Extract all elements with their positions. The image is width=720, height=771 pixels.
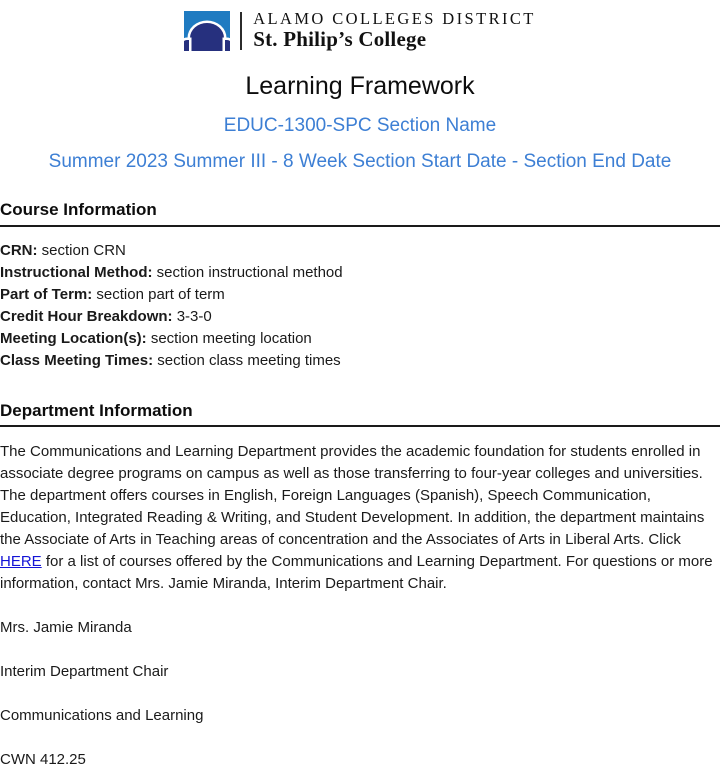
logo-lockup: [184, 10, 536, 52]
contact-role: Interim Department Chair: [0, 662, 169, 680]
info-label: Part of Term:: [0, 285, 93, 303]
info-label: Credit Hour Breakdown:: [0, 307, 173, 325]
contact-office: CWN 412.25: [0, 750, 86, 768]
info-row: [0, 284, 720, 306]
department-information-heading: Department Information: [0, 400, 720, 427]
info-value: section meeting location: [150, 329, 312, 347]
logo-divider: [240, 12, 242, 50]
info-label: Class Meeting Times:: [0, 351, 154, 369]
course-section-line: EDUC-1300-SPC Section Name: [223, 114, 497, 136]
department-description-part-1: The Communications and Learning Department provides the academic foundation for students enrolled in associate degree programs on campus as well as those transferring to four-year colleges and universities. The department offers courses in English, Foreign Languages (Spanish), Speech Communication, Education, Integrated Reading & Writing, and Student Development. In addition, the department maintains the Associate of Arts in Teaching areas of concentration and the Associates of Arts in Liberal Arts. Click: [0, 442, 705, 548]
info-value: section CRN: [41, 241, 126, 259]
district-name: ALAMO COLLEGES DISTRICT: [253, 9, 536, 28]
course-list-link[interactable]: HERE: [0, 552, 42, 570]
info-row: [0, 328, 720, 350]
course-information-heading: Course Information: [0, 199, 720, 226]
info-label: CRN:: [0, 241, 38, 259]
info-row: [0, 306, 720, 328]
info-value: section instructional method: [156, 263, 343, 281]
contact-department: Communications and Learning: [0, 706, 204, 724]
info-value: section part of term: [96, 285, 225, 303]
term-dates-line: Summer 2023 Summer III - 8 Week Section Start Date - Section End Date: [48, 150, 672, 172]
logo-wordmark: [253, 10, 536, 52]
info-value: 3-3-0: [176, 307, 212, 325]
info-row: [0, 350, 720, 372]
contact-name: Mrs. Jamie Miranda: [0, 618, 132, 636]
info-label: Meeting Location(s):: [0, 329, 147, 347]
info-row: [0, 240, 720, 262]
department-description-part-2: for a list of courses offered by the Communications and Learning Department. For questions or more information, contact Mrs. Jamie Miranda, Interim Department Chair.: [0, 552, 713, 592]
dome-shape-icon: [190, 23, 224, 51]
course-information-list: [0, 240, 720, 372]
institution-logo-header: [0, 0, 720, 58]
page-title: Learning Framework: [245, 71, 475, 100]
alamo-dome-mark-icon: [184, 11, 230, 51]
info-value: section class meeting times: [157, 351, 341, 369]
college-name: St. Philip’s College: [253, 27, 427, 52]
department-description: [0, 441, 720, 595]
info-label: Instructional Method:: [0, 263, 153, 281]
info-row: [0, 262, 720, 284]
